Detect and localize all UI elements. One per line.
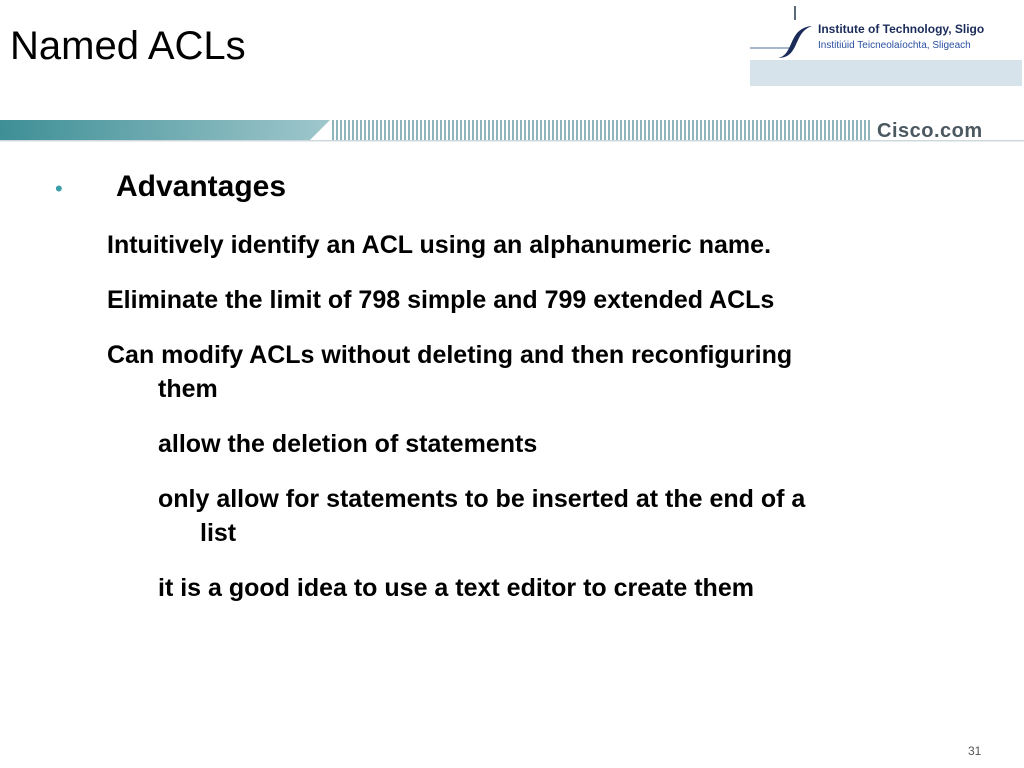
logo-institute-name-ga: Institiúid Teicneolaíochta, Sligeach [818,40,971,51]
list-item-continuation: list [200,519,237,547]
logo-institute-name-en: Institute of Technology, Sligo [818,22,985,36]
slide-number: 31 [968,744,982,758]
list-item: Can modify ACLs without deleting and then reconfiguring [107,341,793,369]
swoosh-icon [750,18,814,62]
list-item: Intuitively identify an ACL using an alphanumeric name. [107,231,772,259]
header-bar [0,118,1024,144]
section-heading: Advantages [116,170,287,203]
bullet-icon: • [55,176,63,201]
logo-band [750,60,1022,86]
list-item: it is a good idea to use a text editor to create them [158,574,754,602]
list-item: Eliminate the limit of 798 simple and 799 extended ACLs [107,286,775,314]
slide-title: Named ACLs [10,24,246,68]
list-item: allow the deletion of statements [158,430,538,458]
list-item: only allow for statements to be inserted at the end of a [158,485,806,513]
list-item-continuation: them [158,375,218,403]
institute-logo [750,0,1022,86]
cisco-brand-text: Cisco.com [877,120,983,142]
